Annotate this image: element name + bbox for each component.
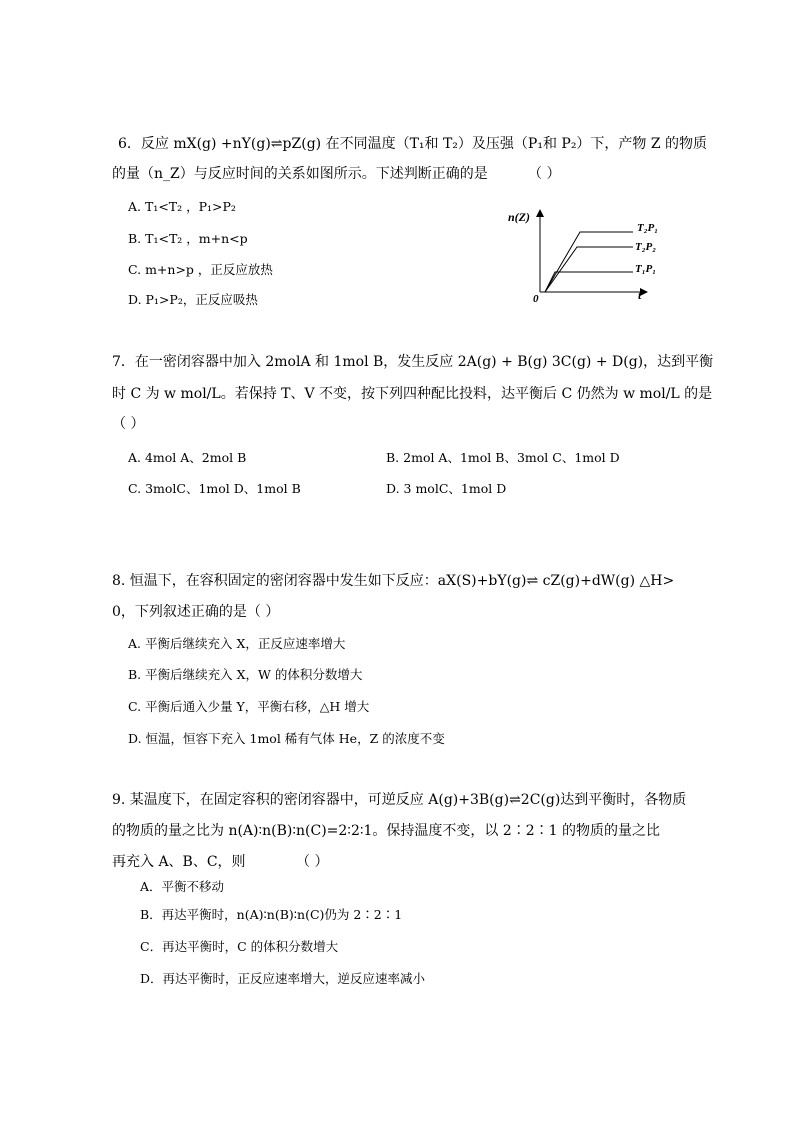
q6-curve-t1p1 xyxy=(545,272,633,292)
q7-answer-paren: （ ） xyxy=(112,416,145,432)
q8-option-c: C. 平衡后通入少量 Y，平衡右移，△H 增大 xyxy=(128,699,370,714)
q9-answer-paren: （ ） xyxy=(296,854,329,870)
q6-graph xyxy=(505,205,675,315)
q9-stem-line3: 再充入 A、B、C，则 xyxy=(112,854,246,870)
q6-graph-ylabel: n(Z) xyxy=(508,210,530,224)
q8-stem-line2: 0，下列叙述正确的是（ ） xyxy=(112,604,280,620)
q6-curve-t2p1 xyxy=(545,232,633,292)
q7-option-d: D. 3 molC、1mol D xyxy=(386,481,507,496)
q9-option-a: A．平衡不移动 xyxy=(140,879,225,894)
q9-option-c: C．再达平衡时，C 的体积分数增大 xyxy=(140,939,339,954)
q8-option-a: A. 平衡后继续充入 X，正反应速率增大 xyxy=(128,636,346,651)
q6-option-d: D. P₁>P₂，正反应吸热 xyxy=(128,292,258,307)
q8-option-b: B. 平衡后继续充入 X，W 的体积分数增大 xyxy=(128,667,363,682)
q6-curve-label-t2p2: T₂P₂ xyxy=(635,241,657,253)
q6-option-c: C. m+n>p ，正反应放热 xyxy=(128,262,273,277)
q6-graph-xlabel: t xyxy=(638,288,642,302)
q6-curve-label-t2p1: T₂P₁ xyxy=(637,222,659,234)
q6-stem-line1: 6．反应 mX(g) +nY(g)⇌pZ(g) 在不同温度（T₁和 T₂）及压强（P₁和 P₂）下，产物 Z 的物质 xyxy=(118,136,708,152)
q7-stem-line1: 7．在一密闭容器中加入 2molA 和 1mol B，发生反应 2A(g) + B(g) 3C(g) + D(g)，达到平衡 xyxy=(112,354,714,370)
q8-stem-line1: 8. 恒温下，在容积固定的密闭容器中发生如下反应：aX(S)+bY(g)⇌ cZ(g)+dW(g) △H> xyxy=(112,573,675,589)
q6-option-a: A. T₁<T₂ ，P₁>P₂ xyxy=(128,199,236,214)
q6-stem-line2: 的量（n_Z）与反应时间的关系如图所示。下述判断正确的是 xyxy=(112,166,488,182)
q9-stem-line1: 9. 某温度下，在固定容积的密闭容器中，可逆反应 A(g)+3B(g)⇌2C(g)达到平衡时，各物质 xyxy=(112,792,687,808)
q6-curve-label-t1p1: T₁P₁ xyxy=(635,263,657,275)
q8-option-d: D. 恒温，恒容下充入 1mol 稀有气体 He，Z 的浓度不变 xyxy=(128,731,445,746)
q7-option-b: B. 2mol A、1mol B、3mol C、1mol D xyxy=(386,450,620,465)
q6-option-b: B. T₁<T₂ ，m+n<p xyxy=(128,231,248,246)
q6-graph-origin: 0 xyxy=(533,293,539,305)
q7-stem-line2: 时 C 为 w mol/L。若保持 T、V 不变，按下列四种配比投料，达平衡后 C 仍然为 w mol/L 的是 xyxy=(112,386,713,402)
q9-stem-line2: 的物质的量之比为 n(A)∶n(B)∶n(C)=2∶2∶1。保持温度不变，以 2∶2∶1 的物质的量之比 xyxy=(112,823,661,839)
q6-answer-paren: （ ） xyxy=(528,166,561,182)
q7-option-a: A. 4mol A、2mol B xyxy=(128,450,247,465)
q7-option-c: C. 3molC、1mol D、1mol B xyxy=(128,481,301,496)
q9-option-d: D．再达平衡时，正反应速率增大，逆反应速率减小 xyxy=(140,971,426,986)
q9-option-b: B．再达平衡时，n(A)∶n(B)∶n(C)仍为 2∶2∶1 xyxy=(140,907,403,922)
